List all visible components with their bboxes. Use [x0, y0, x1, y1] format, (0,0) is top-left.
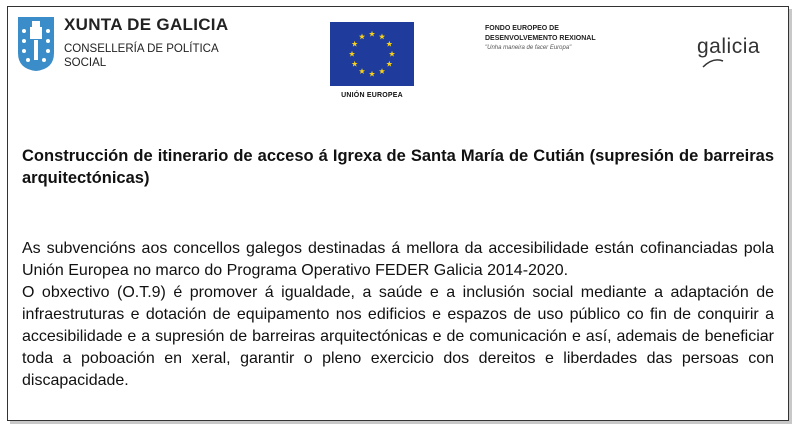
- project-title: Construcción de itinerario de acceso á Igrexa de Santa María de Cutián (supresión de barreiras arquitectónicas): [22, 147, 774, 187]
- paragraph-2: O obxectivo (O.T.9) é promover á igualdade, a saúde e a inclusión social mediante a adaptación de infraestruturas e dotación de equipamento nos edificios e espazos de uso público co fin de conquirir a accesibilidade e a supresión de barreiras arquitectónicas e de comunicación e así, ademais de beneficiar toda a poboación en xeral, garantir o pleno exercicio dos dereitos e liberdades das persoas con discapacidade.: [22, 284, 774, 389]
- feder-line-2: DESENVOLVEMENTO REXIONAL: [485, 35, 596, 42]
- paragraph-1: As subvencións aos concellos galegos destinadas á mellora da accesibilidade están cofinanciadas pola Unión Europea no marco do Programa Operativo FEDER Galicia 2014-2020.: [22, 240, 774, 279]
- xunta-name: XUNTA DE GALICIA: [64, 15, 229, 34]
- feder-motto: "Unha maneira de facer Europa": [485, 45, 572, 51]
- description: [22, 238, 774, 392]
- feder-logo: [485, 24, 596, 53]
- eu-logo: [330, 22, 414, 99]
- galicia-logo: [693, 27, 773, 71]
- eu-label: UNIÓN EUROPEA: [341, 92, 403, 99]
- xunta-department: CONSELLERÍA DE POLÍTICA SOCIAL: [64, 43, 219, 69]
- xunta-shield-icon: [16, 15, 56, 73]
- eu-flag-icon: [330, 22, 414, 86]
- galicia-text: galicia: [697, 35, 761, 58]
- panel-frame: [7, 6, 789, 421]
- xunta-logo: [16, 15, 234, 73]
- feder-line-1: FONDO EUROPEO DE: [485, 25, 559, 32]
